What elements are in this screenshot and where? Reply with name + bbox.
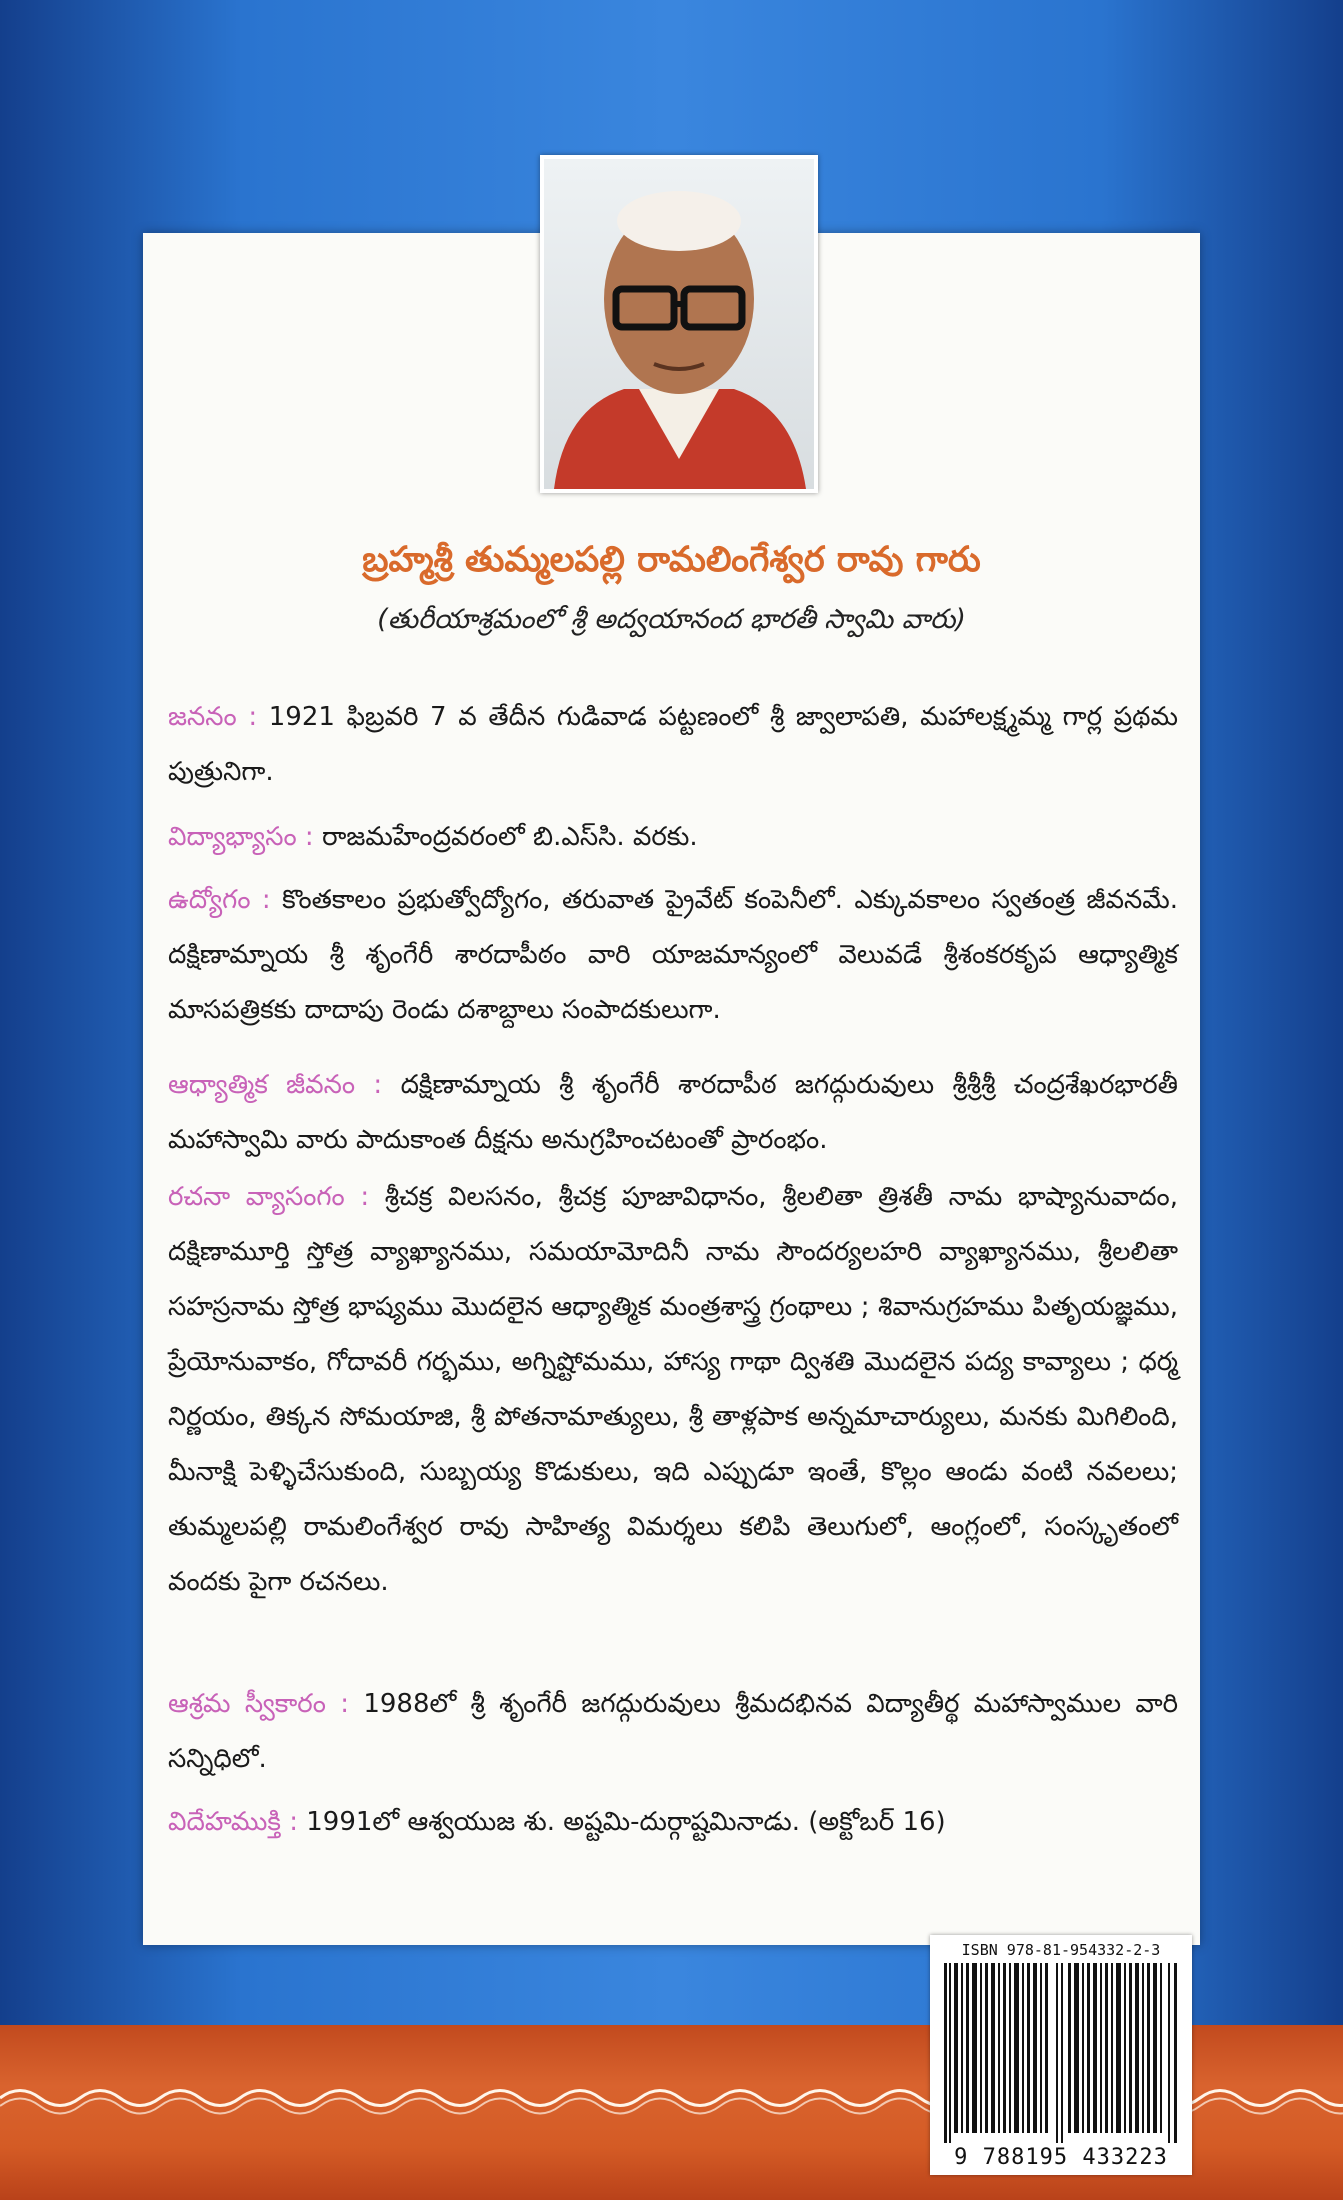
isbn-label: ISBN 978-81-954332-2-3 — [961, 1941, 1161, 1959]
section-birth — [168, 690, 1178, 800]
section-text: కొంతకాలం ప్రభుత్వోద్యోగం, తరువాత ప్రైవేట్ కంపెనీలో. ఎక్కువకాలం స్వతంత్ర జీవనమే. దక్షిణామ్నాయ శ్రీ శృంగేరీ శారదాపీఠం వారి యాజమాన్యంలో వెలువడే శ్రీశంకరకృప ఆధ్యాత్మిక మాసపత్రికకు దాదాపు రెండు దశాబ్దాలు సంపాదకులుగా. — [168, 885, 1179, 1025]
section-text: 1921 ఫిబ్రవరి 7 వ తేదీన గుడివాడ పట్టణంలో శ్రీ జ్వాలాపతి, మహాలక్ష్మమ్మ గార్ల ప్రథమ పుత్రునిగా. — [168, 702, 1179, 787]
section-label: రచనా వ్యాసంగం : — [168, 1182, 370, 1212]
section-label: ఉద్యోగం : — [168, 885, 271, 915]
section-label: జననం : — [168, 702, 258, 732]
author-name-title: బ్రహ్మశ్రీ తుమ్మలపల్లి రామలింగేశ్వర రావు గారు — [362, 540, 981, 580]
section-spiritual-life — [168, 1058, 1178, 1168]
section-education — [168, 810, 1178, 865]
section-career — [168, 873, 1178, 1038]
section-text: 1988లో శ్రీ శృంగేరీ జగద్గురువులు శ్రీమదభినవ విద్యాతీర్థ మహాస్వాముల వారి సన్నిధిలో. — [168, 1689, 1178, 1774]
section-label: ఆశ్రమ స్వీకారం : — [168, 1689, 349, 1719]
section-text: దక్షిణామ్నాయ శ్రీ శృంగేరీ శారదాపీఠ జగద్గురువులు శ్రీశ్రీశ్రీ చంద్రశేఖరభారతీ మహాస్వామి వారు పాదుకాంత దీక్షను అనుగ్రహించటంతో ప్రారంభం. — [168, 1070, 1179, 1155]
section-text: శ్రీచక్ర విలసనం, శ్రీచక్ర పూజావిధానం, శ్రీలలితా త్రిశతీ నామ భాష్యానువాదం, దక్షిణామూర్తి స్తోత్ర వ్యాఖ్యానము, సమయామోదినీ నామ సౌందర్యలహరి వ్యాఖ్యానము, శ్రీలలితా సహస్రనామ స్తోత్ర భాష్యము మొదలైన ఆధ్యాత్మిక మంత్రశాస్త్ర గ్రంథాలు ; శివానుగ్రహము పితృయజ్ఞము, ప్రేయోనువాకం, గోదావరీ గర్భము, అగ్నిష్టోమము, హాస్య గాథా ద్విశతి మొదలైన పద్య కావ్యాలు ; ధర్మ నిర్ణయం, తిక్కన సోమయాజి, శ్రీ పోతనామాత్యులు, శ్రీ తాళ్లపాక అన్నమాచార్యులు, మనకు మిగిలింది, మీనాక్షి పెళ్ళిచేసుకుంది, సుబ్బయ్య కొడుకులు, ఇది ఎప్పుడూ ఇంతే, కొల్లం ఆండు వంటి నవలలు; తుమ్మలపల్లి రామలింగేశ్వర రావు సాహిత్య విమర్శలు కలిపి తెలుగులో, ఆంగ్లంలో, సంస్కృతంలో వందకు పైగా రచనలు. — [168, 1182, 1178, 1597]
isbn-barcode — [930, 1935, 1192, 2175]
section-text: రాజమహేంద్రవరంలో బి.ఎస్‌సి. వరకు. — [321, 822, 698, 852]
section-text: 1991లో ఆశ్వయుజ శు. అష్టమి-దుర్గాష్టమినాడు. (అక్టోబర్ 16) — [306, 1807, 946, 1837]
isbn-number: 9 788195 433223 — [954, 2145, 1168, 2170]
section-videhamukti — [168, 1795, 1178, 1850]
ascetic-name-subtitle: (తురీయాశ్రమంలో శ్రీ అద్వయానంద భారతీ స్వామి వారు) — [377, 604, 966, 635]
section-label: విదేహముక్తి : — [168, 1807, 298, 1837]
section-label: ఆధ్యాత్మిక జీవనం : — [168, 1070, 383, 1100]
barcode-bars — [940, 1963, 1182, 2143]
section-label: విద్యాభ్యాసం : — [168, 822, 314, 852]
section-literary-works — [168, 1170, 1178, 1610]
section-sannyasa — [168, 1677, 1178, 1787]
author-portrait — [540, 155, 818, 493]
